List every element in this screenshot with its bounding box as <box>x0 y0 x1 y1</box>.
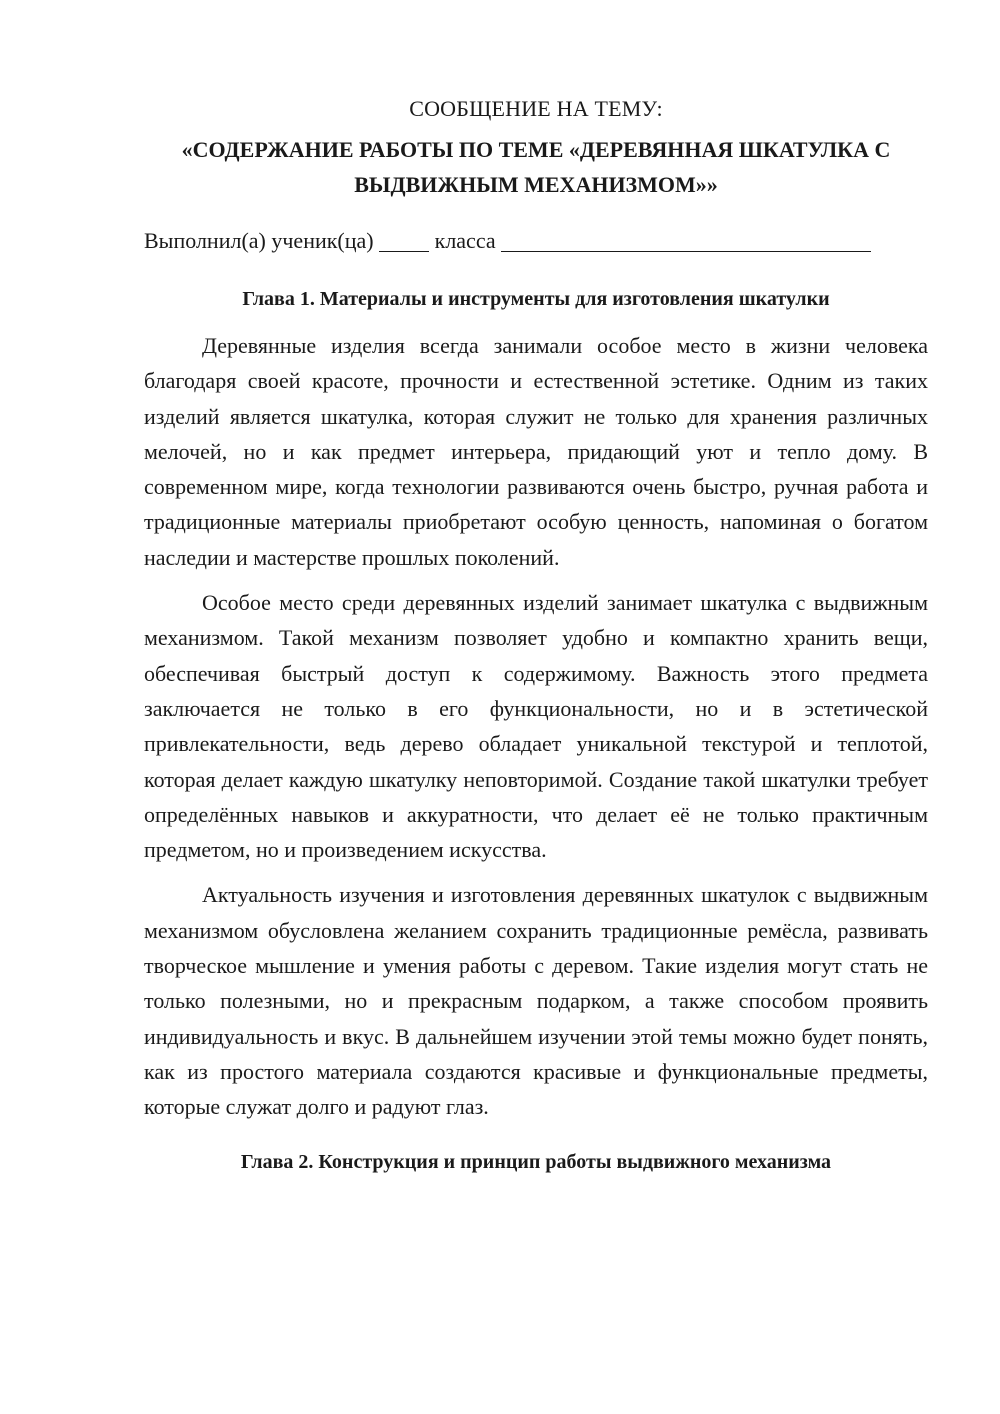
name-blank <box>501 227 871 252</box>
author-line <box>144 224 928 258</box>
chapter-1-paragraph-2: Особое место среди деревянных изделий занимает шкатулка с выдвижным механизмом. Такой механизм позволяет удобно и компактно хранить вещи, обеспечивая быстрый доступ к содержимому. Важность этого предмета заключается не только в его функциональности, но и в эстетической привлекательности, ведь дерево обладает уникальной текстурой и теплотой, которая делает каждую шкатулку неповторимой. Создание такой шкатулки требует определённых навыков и аккуратности, что делает её не только практичным предметом, но и произведением искусства. <box>144 590 928 863</box>
chapter-1-paragraph-1: Деревянные изделия всегда занимали особое место в жизни человека благодаря своей красоте, прочности и естественной эстетике. Одним из таких изделий является шкатулка, которая служит не только для хранения различных мелочей, но и как предмет интерьера, придающий уют и тепло дому. В современном мире, когда технологии развиваются очень быстро, ручная работа и традиционные материалы приобретают особую ценность, напоминая о богатом наследии и мастерстве прошлых поколений. <box>144 333 928 570</box>
grade-blank <box>379 227 429 252</box>
document-subtitle: СООБЩЕНИЕ НА ТЕМУ: <box>409 96 663 121</box>
chapter-2-heading: Глава 2. Конструкция и принцип работы выдвижного механизма <box>240 1150 832 1173</box>
document-page <box>144 92 928 1191</box>
performed-by-label: Выполнил(а) ученик(ца) <box>144 228 374 253</box>
chapter-1-paragraph-3: Актуальность изучения и изготовления деревянных шкатулок с выдвижным механизмом обусловлена желанием сохранить традиционные ремёсла, развивать творческое мышление и умения работы с деревом. Такие изделия могут стать не только полезными, но и прекрасным подарком, а также способом проявить индивидуальность и вкус. В дальнейшем изучении этой темы можно будет понять, как из простого материала создаются красивые и функциональные предметы, которые служат долго и радуют глаз. <box>144 882 928 1120</box>
document-title: «СОДЕРЖАНИЕ РАБОТЫ ПО ТЕМЕ «ДЕРЕВЯННАЯ ШКАТУЛКА С ВЫДВИЖНЫМ МЕХАНИЗМОМ»» <box>181 137 891 197</box>
class-label: класса <box>434 228 496 253</box>
chapter-1-heading: Глава 1. Материалы и инструменты для изготовления шкатулки <box>242 288 830 310</box>
